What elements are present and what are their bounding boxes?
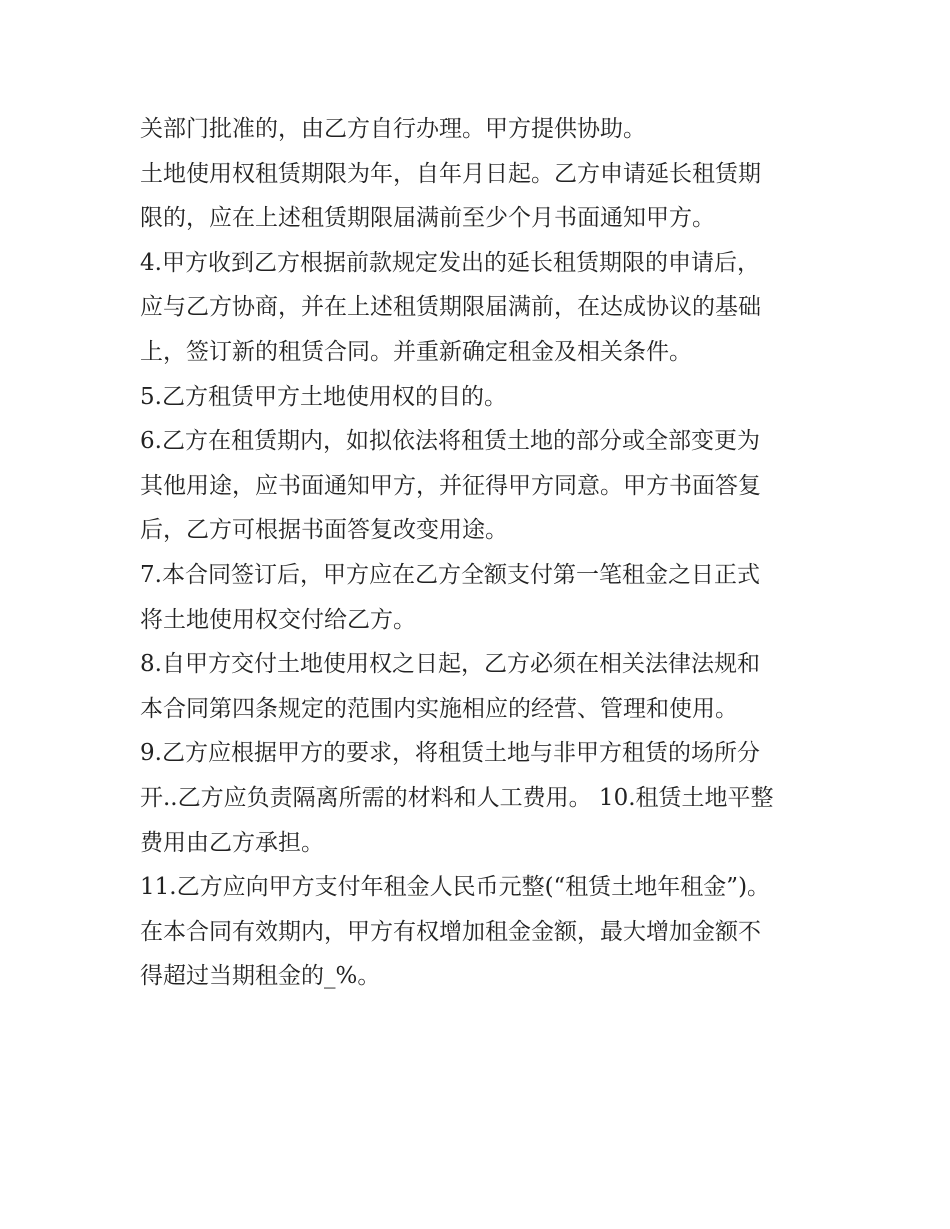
document-body xyxy=(140,107,830,999)
text-line: 开..乙方应负责隔离所需的材料和人工费用。 10.租赁土地平整 xyxy=(140,784,774,811)
text-line: 将土地使用权交付给乙方。 xyxy=(140,606,416,633)
text-line: 9.乙方应根据甲方的要求，将租赁土地与非甲方租赁的场所分 xyxy=(140,740,760,767)
text-line: 费用由乙方承担。 xyxy=(140,829,324,856)
text-line: 5.乙方租赁甲方土地使用权的目的。 xyxy=(140,383,507,410)
text-line: 其他用途，应书面通知甲方，并征得甲方同意。甲方书面答复 xyxy=(140,472,761,499)
text-line: 4.甲方收到乙方根据前款规定发出的延长租赁期限的申请后， xyxy=(140,249,760,276)
text-line: 本合同第四条规定的范围内实施相应的经营、管理和使用。 xyxy=(140,695,738,722)
text-line: 在本合同有效期内，甲方有权增加租金金额，最大增加金额不 xyxy=(140,918,761,945)
text-line: 11.乙方应向甲方支付年租金人民币元整(“租赁土地年租金”)。 xyxy=(140,874,771,901)
text-line: 限的，应在上述租赁期限届满前至少个月书面通知甲方。 xyxy=(140,205,715,232)
text-line: 7.本合同签订后，甲方应在乙方全额支付第一笔租金之日正式 xyxy=(140,561,760,588)
text-line: 后，乙方可根据书面答复改变用途。 xyxy=(140,517,508,544)
text-line: 上，签订新的租赁合同。并重新确定租金及相关条件。 xyxy=(140,338,692,365)
text-line: 应与乙方协商，并在上述租赁期限届满前，在达成协议的基础 xyxy=(140,294,761,321)
text-line: 6.乙方在租赁期内，如拟依法将租赁土地的部分或全部变更为 xyxy=(140,428,760,455)
text-line: 8.自甲方交付土地使用权之日起，乙方必须在相关法律法规和 xyxy=(140,651,760,678)
text-line: 得超过当期租金的_%。 xyxy=(140,963,381,990)
text-line: 关部门批准的，由乙方自行办理。甲方提供协助。 xyxy=(140,116,646,142)
text-line: 土地使用权租赁期限为年，自年月日起。乙方申请延长租赁期 xyxy=(140,160,761,187)
